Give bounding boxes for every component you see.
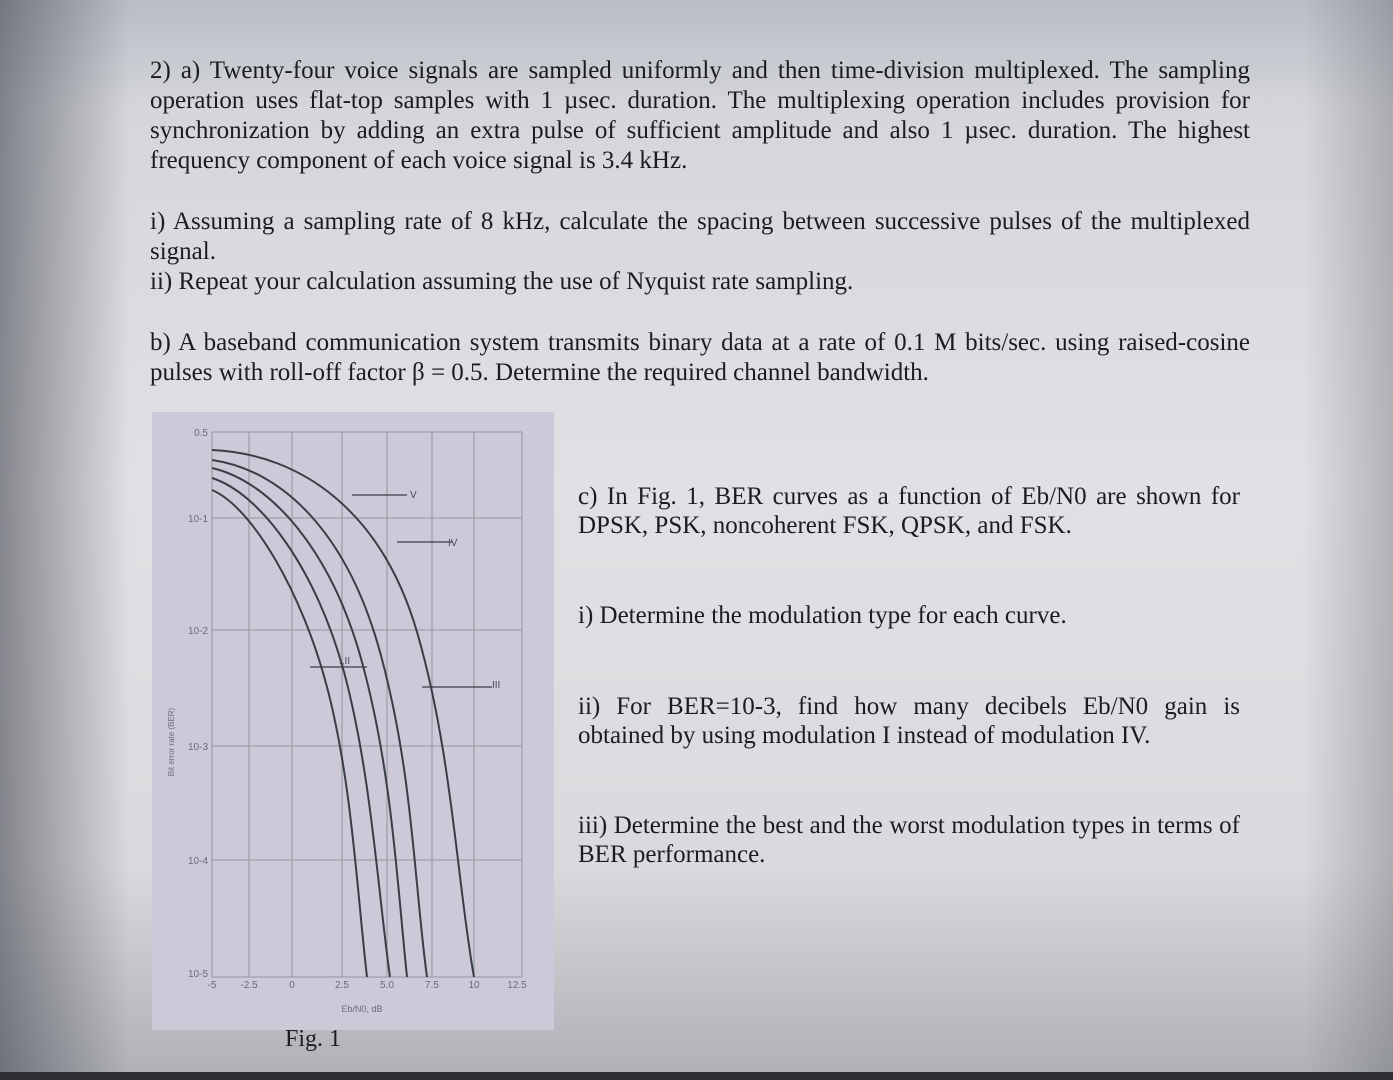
question-2c-part-iii: iii) Determine the best and the worst modulation types in terms of BER performance. (578, 812, 1240, 868)
question-2a-intro: 2) a) Twenty-four voice signals are sampled uniformly and then time-division multiplexed. The sampling operation uses flat-top samples with 1 µsec. duration. The multiplexing operation includes provision for synchronization by adding an extra pulse of sufficient amplitude and also 1 µsec. duration. The highest frequency component of each voice signal is 3.4 kHz. (150, 57, 1250, 174)
question-2c-part-i: i) Determine the modulation type for each curve. (578, 602, 1067, 629)
question-2a-part-i: i) Assuming a sampling rate of 8 kHz, calculate the spacing between successive pulses of the multiplexed signal. (150, 208, 1250, 265)
x-tick-label: 10 (468, 980, 480, 991)
photo-vignette-left (0, 0, 130, 1080)
x-tick-label: 0 (289, 980, 295, 991)
curve-label-iv: IV (448, 538, 458, 549)
y-axis-label: Bit error rate (BER) (167, 707, 176, 777)
photo-vignette-right (1303, 0, 1393, 1080)
question-2c-part-ii: ii) For BER=10-3, find how many decibels Eb/N0 gain is obtained by using modulation I instead of modulation IV. (578, 693, 1240, 749)
question-2c-intro: c) In Fig. 1, BER curves as a function of Eb/N0 are shown for DPSK, PSK, noncoherent FSK, QPSK, and FSK. (578, 483, 1240, 539)
x-axis-label: Eb/N0, dB (341, 1004, 383, 1014)
x-tick-label: 2.5 (335, 980, 349, 991)
question-2a-parts (150, 207, 1250, 297)
figure-caption: Fig. 1 (285, 1026, 342, 1052)
x-tick-label: 5.0 (380, 980, 394, 991)
question-2a-part-ii: ii) Repeat your calculation assuming the use of Nyquist rate sampling. (150, 268, 854, 295)
y-tick-label: 10-1 (187, 514, 208, 525)
x-tick-label: 12.5 (507, 980, 527, 991)
x-tick-label: -2.5 (240, 980, 258, 991)
curve-label-v: V (410, 490, 417, 501)
ber-curve (212, 460, 427, 977)
y-tick-label: 0.5 (194, 428, 208, 439)
x-tick-label: 7.5 (425, 980, 439, 991)
question-2b: b) A baseband communication system transmits binary data at a rate of 0.1 M bits/sec. using raised-cosine pulses with roll-off factor β = 0.5. Determine the required channel bandwidth. (150, 329, 1250, 386)
y-tick-label: 10-2 (187, 626, 208, 637)
monitor-bezel (0, 1072, 1393, 1080)
y-tick-label: 10-5 (187, 969, 208, 980)
ber-curve (212, 478, 390, 977)
y-tick-label: 10-3 (187, 742, 208, 753)
ber-curve (212, 450, 474, 977)
x-tick-label: -5 (207, 980, 217, 991)
ber-chart (152, 412, 554, 1030)
y-tick-label: 10-4 (187, 856, 208, 867)
curve-label-iii: III (492, 680, 501, 691)
figure-1 (152, 412, 554, 1030)
curve-label-i-ii: I,II (339, 656, 351, 667)
